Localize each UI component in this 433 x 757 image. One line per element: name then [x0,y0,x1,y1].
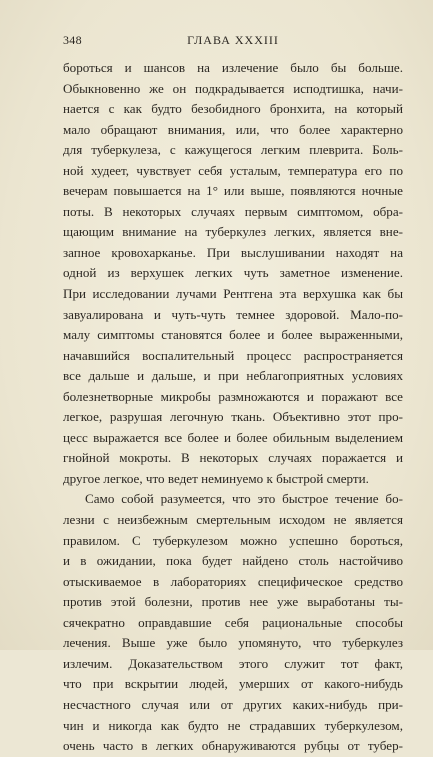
text-line: бороться и шансов на излечение было бы больше. [63,60,403,75]
text-line: чин и никогда как будто не страдавших туберкулезом, [63,717,403,733]
text-line: гнойной мокроты. В некоторых случаях поражается и [63,450,403,466]
text-line: все дальше и дальше, и при неблагоприятных условиях [63,368,403,384]
text-line: отыскиваемое в лабораториях специфическое средство [63,573,403,589]
text-line: что при вскрытии людей, умерших от какого-нибудь [63,676,403,692]
text-line: очень часто в легких обнаруживаются рубцы от тубер- [63,738,403,754]
text-line: мало обращают внимания, или, что более характерно [63,121,403,137]
running-head: ГЛАВА XXXIII [187,33,279,47]
text-line: сячекратно оправдавшие себя рациональные способы [63,614,403,630]
text-line: цесс выражается все более и более обильным выделением [63,429,403,445]
text-line: лечения. Выше уже было упомянуто, что туберкулез [63,635,403,651]
page-header [63,33,403,51]
text-line: запное кровохарканье. При выслушивании находят на [63,244,403,260]
text-line: против этой болезни, против нее уже выработаны ты- [63,594,403,610]
text-line: щающим внимание на туберкулез легких, является вне- [63,224,403,240]
text-line: несчастного случая или от других каких-нибудь при- [63,696,403,712]
text-line: малу симптомы становятся более и более выраженными, [63,327,403,343]
text-line: излечим. Доказательством этого служит тот факт, [63,655,403,671]
text-line: начавшийся воспалительный процесс распространяется [63,347,403,363]
text-line: завуалирована и чуть-чуть темнее здоровой. Мало-по- [63,306,403,322]
text-line: ной худеет, чувствует себя усталым, температура его по [63,162,403,178]
text-line: нается с как будто безобидного бронхита, на который [63,101,403,117]
text-line: легкое, разрушая легочную ткань. Объективно этот про- [63,409,403,425]
page-number: 348 [63,33,82,47]
text-line: лезни с неизбежным смертельным исходом не является [63,512,403,528]
text-line: болезнетворные микробы размножаются и поражают все [63,388,403,404]
text-line: и в ожидании, пока будет найдено столь настойчиво [63,553,403,569]
body-text [63,58,403,757]
text-line: вечерам повышается на 1° или выше, появляются ночные [63,183,403,199]
text-line: правилом. С туберкулезом можно успешно бороться, [63,532,403,548]
text-line: Обыкновенно же он подкрадывается исподтишка, начи- [63,80,403,96]
text-line: поты. В некоторых случаях первым симптомом, обра- [63,203,403,219]
text-line: При исследовании лучами Рентгена эта верхушка как бы [63,286,403,302]
text-line: Само собой разумеется, что это быстрое течение бо- [85,491,403,507]
text-line: для туберкулеза, с кажущегося легким плеврита. Боль- [63,142,403,158]
text-line: другое легкое, что ведет неминуемо к быстрой смерти. [63,470,369,486]
text-line: одной из верхушек легких чуть заметное изменение. [63,265,403,281]
